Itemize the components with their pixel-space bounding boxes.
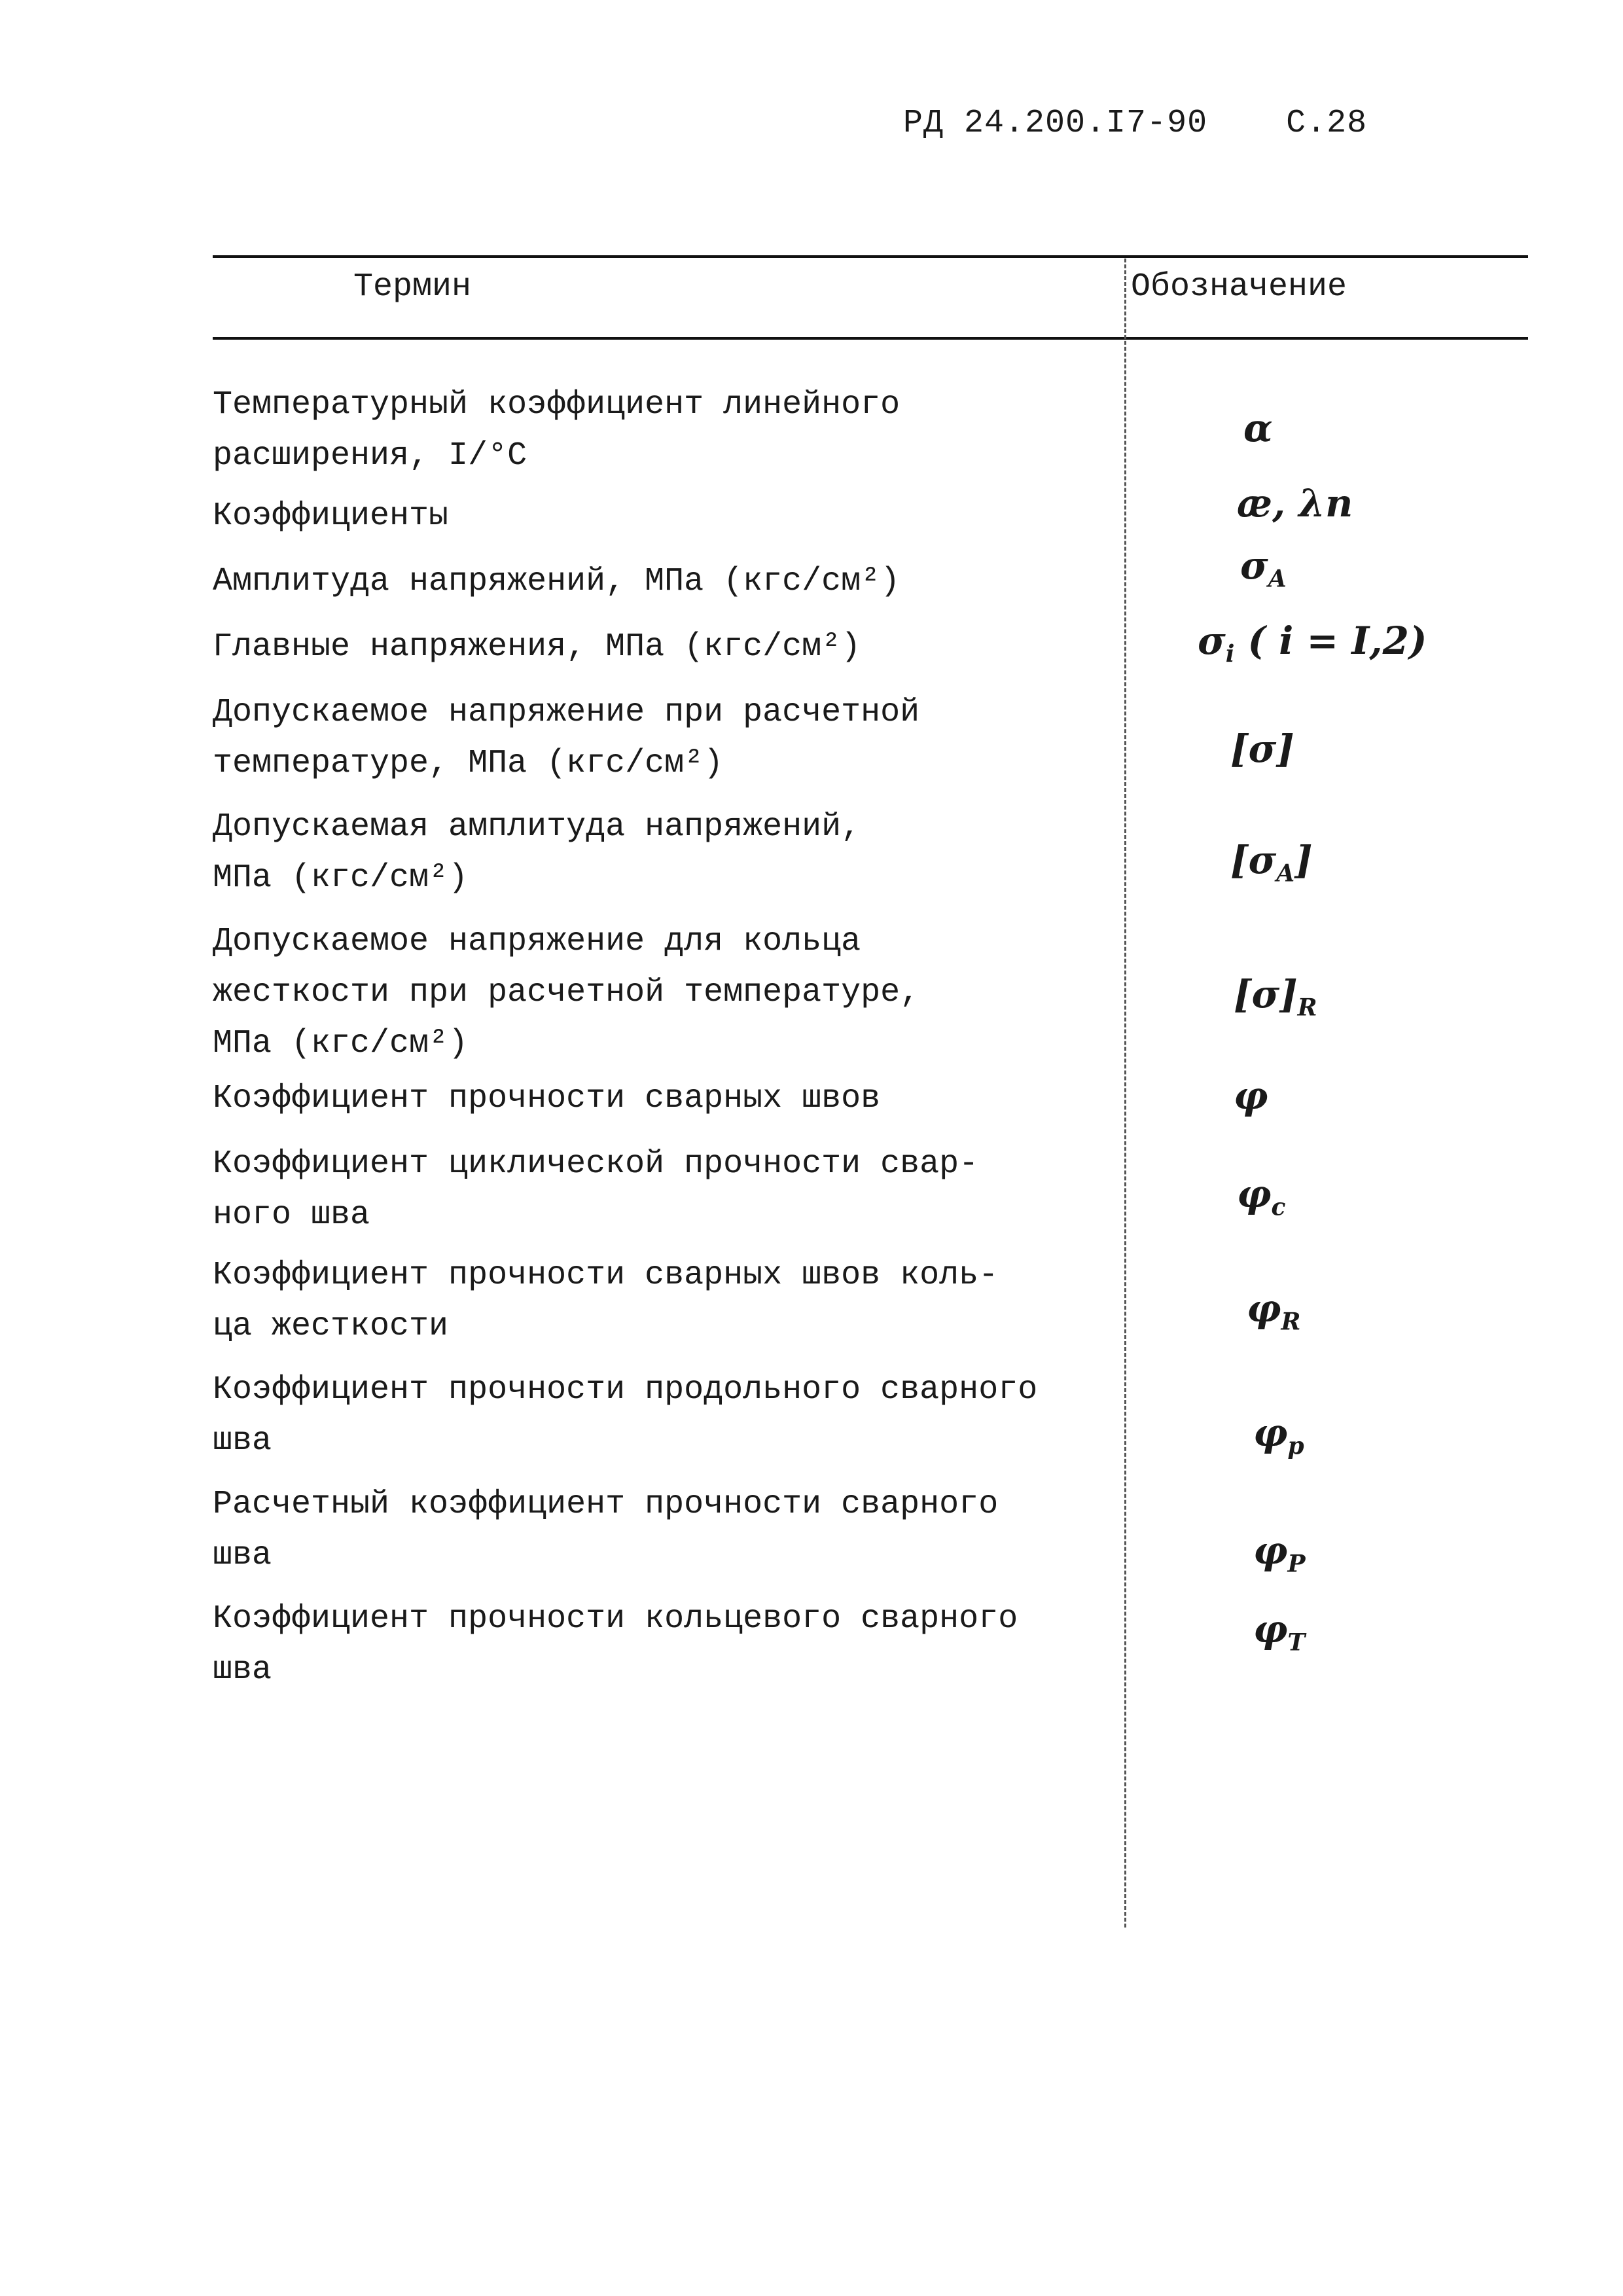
- term-text: Допускаемое напряжение при расчетной температуре, МПа (кгс/см²): [213, 694, 920, 782]
- symbol-text: $\sigma_i$ ( i = I,2): [1198, 619, 1427, 668]
- symbol-text: $\varphi_c$: [1237, 1172, 1286, 1221]
- symbol-text: $[\sigma_A]$: [1230, 838, 1313, 888]
- term-text: Температурный коэффициент линейного расширения, I/°C: [213, 386, 901, 475]
- table-top-rule: [213, 255, 1528, 258]
- symbol-text: [σ]: [1230, 726, 1294, 771]
- table-header-rule: [213, 337, 1528, 340]
- symbol-text: $\varphi_T$: [1253, 1607, 1306, 1657]
- term-text: Коэффициенты: [213, 497, 449, 535]
- column-divider: [1124, 259, 1126, 1928]
- page-number: С.28: [1286, 105, 1368, 142]
- column-header-symbol: Обозначение: [1131, 268, 1347, 306]
- symbol-text: $\sigma_A$: [1240, 543, 1287, 593]
- term-text: Коэффициент прочности продольного сварного шва: [213, 1371, 1038, 1460]
- page-header: [903, 105, 1367, 142]
- symbol-text: φ: [1234, 1073, 1268, 1118]
- column-header-term: Термин: [353, 268, 472, 306]
- symbol-text: $\varphi_R$: [1247, 1286, 1301, 1336]
- document-code: РД 24.200.I7-90: [903, 105, 1208, 142]
- symbol-text: æ, λn: [1237, 481, 1353, 526]
- term-text: Коэффициент прочности сварных швов: [213, 1080, 881, 1117]
- symbol-text: $\varphi_p$: [1253, 1410, 1304, 1460]
- symbol-text: α: [1243, 406, 1273, 450]
- term-text: Допускаемая амплитуда напряжений, МПа (кгс/см²): [213, 808, 861, 897]
- term-text: Допускаемое напряжение для кольца жесткости при расчетной температуре, МПа (кгс/см²): [213, 923, 920, 1062]
- symbol-text: $\varphi_P$: [1253, 1528, 1306, 1578]
- term-text: Главные напряжения, МПа (кгс/см²): [213, 628, 861, 666]
- term-text: Коэффициент прочности кольцевого сварного шва: [213, 1600, 1018, 1689]
- term-text: Амплитуда напряжений, МПа (кгс/см²): [213, 563, 901, 600]
- symbol-text: $[\sigma]_R$: [1234, 972, 1317, 1022]
- term-text: Коэффициент циклической прочности свар- ного шва: [213, 1145, 979, 1234]
- term-text: Коэффициент прочности сварных швов коль- ца жесткости: [213, 1257, 999, 1345]
- term-text: Расчетный коэффициент прочности сварного шва: [213, 1486, 999, 1574]
